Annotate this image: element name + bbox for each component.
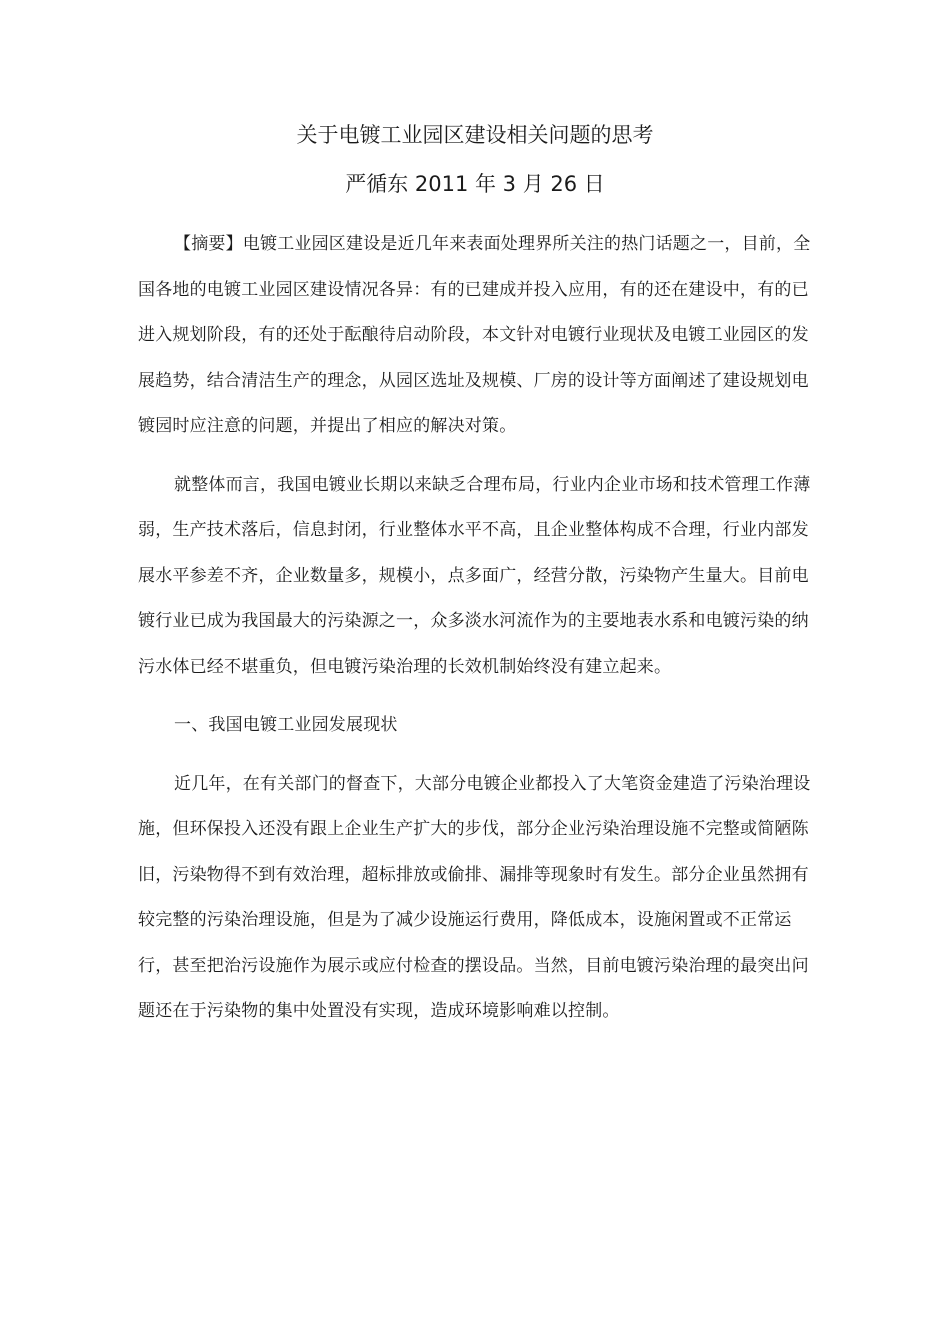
document-title: 关于电镀工业园区建设相关问题的思考 (296, 123, 654, 147)
body-paragraph: 就整体而言，我国电镀业长期以来缺乏合理布局，行业内企业市场和技术管理工作薄弱，生产技术落后，信息封闭，行业整体水平不高，且企业整体构成不合理，行业内部发展水平参差不齐，企业数量多，规模小，点多面广，经营分散，污染物产生量大。目前电镀行业已成为我国最大的污染源之一，众多淡水河流作为的主要地表水系和电镀污染的纳污水体已经不堪重负，但电镀污染治理的长效机制始终没有建立起来。 (138, 474, 811, 677)
body-paragraph: 近几年，在有关部门的督查下，大部分电镀企业都投入了大笔资金建造了污染治理设施，但环保投入还没有跟上企业生产扩大的步伐，部分企业污染治理设施不完整或简陋陈旧，污染物得不到有效治理，超标排放或偷排、漏排等现象时有发生。部分企业虽然拥有较完整的污染治理设施，但是为了减少设施运行费用，降低成本，设施闲置或不正常运行，甚至把治污设施作为展示或应付检查的摆设品。当然，目前电镀污染治理的最突出问题还在于污染物的集中处置没有实现，造成环境影响难以控制。 (138, 773, 811, 1021)
author-date-line: 严循东 2011 年 3 月 26 日 (345, 172, 605, 196)
document-body (138, 222, 814, 1035)
abstract-paragraph: 【摘要】电镀工业园区建设是近几年来表面处理界所关注的热门话题之一，目前，全国各地的电镀工业园区建设情况各异：有的已建成并投入应用，有的还在建设中，有的已进入规划阶段，有的还处于酝酿待启动阶段，本文针对电镀行业现状及电镀工业园区的发展趋势，结合清洁生产的理念，从园区选址及规模、厂房的设计等方面阐述了建设规划电镀园时应注意的问题，并提出了相应的解决对策。 (138, 234, 811, 436)
section-heading: 一、我国电镀工业园发展现状 (174, 715, 398, 735)
